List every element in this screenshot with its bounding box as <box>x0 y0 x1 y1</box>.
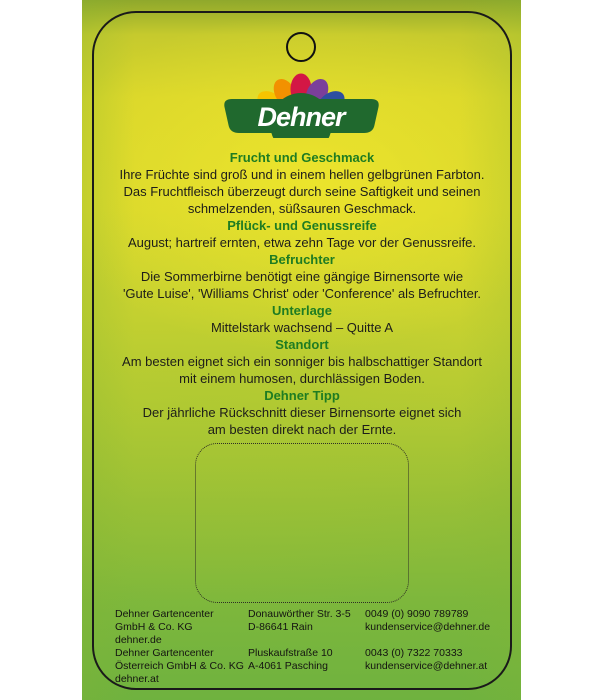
footer-text-line: Österreich GmbH & Co. KG <box>115 659 244 672</box>
section-title: Unterlage <box>272 303 332 318</box>
footer-company-de <box>115 608 248 647</box>
section-pflueck-und-genussreife <box>92 217 512 251</box>
section-title: Befruchter <box>269 252 335 267</box>
footer-website-de: dehner.de <box>115 633 162 646</box>
price-sticker-placeholder <box>195 443 409 603</box>
section-title: Frucht und Geschmack <box>229 150 375 165</box>
footer-contact-at <box>365 647 525 673</box>
footer-text-line: A-4061 Pasching <box>248 659 328 672</box>
footer-website-at: dehner.at <box>115 672 159 685</box>
dehner-logo <box>211 72 391 138</box>
footer-text-line: Pluskaufstraße 10 <box>248 647 333 659</box>
section-text-line: Die Sommerbirne benötigt eine gängige Birnensorte wie <box>140 269 464 284</box>
footer-address-column <box>248 608 365 685</box>
section-frucht-und-geschmack <box>92 149 512 217</box>
section-unterlage <box>92 302 512 336</box>
footer-address-de <box>248 608 365 647</box>
footer-email-at: kundenservice@dehner.at <box>365 659 488 672</box>
footer-contact-column <box>365 608 525 685</box>
section-text-line: schmelzenden, süßsauren Geschmack. <box>187 201 417 216</box>
footer-phone-de: 0049 (0) 9090 789789 <box>365 608 469 620</box>
section-text-line: Am besten eignet sich ein sonniger bis halbschattiger Standort <box>122 354 482 369</box>
label-copy <box>92 149 512 438</box>
footer-email-de: kundenservice@dehner.de <box>365 620 491 633</box>
logo-wordmark: Dehner <box>257 102 345 132</box>
footer-address-at <box>248 647 365 673</box>
section-title: Pflück- und Genussreife <box>227 218 377 233</box>
section-title: Standort <box>275 337 329 352</box>
footer-text-line: Dehner Gartencenter <box>115 608 214 620</box>
section-text-line: Ihre Früchte sind groß und in einem hellen gelbgrünen Farbton. <box>119 167 485 182</box>
section-text-line: 'Gute Luise', 'Williams Christ' oder 'Conference' als Befruchter. <box>122 286 482 301</box>
section-standort <box>92 336 512 387</box>
hang-hole-icon <box>286 32 316 62</box>
section-text-line: Das Fruchtfleisch überzeugt durch seine Saftigkeit und seinen <box>123 184 481 199</box>
section-text-line: Mittelstark wachsend – Quitte A <box>210 320 394 335</box>
footer-phone-at: 0043 (0) 7322 70333 <box>365 647 463 659</box>
section-text-line: August; hartreif ernten, etwa zehn Tage vor der Genussreife. <box>127 235 477 250</box>
footer-company-at <box>115 647 248 685</box>
section-text-line: am besten direkt nach der Ernte. <box>207 422 397 437</box>
plant-label <box>82 0 521 700</box>
section-title: Dehner Tipp <box>264 388 340 403</box>
section-text-line: mit einem humosen, durchlässigen Boden. <box>179 371 425 386</box>
footer-text-line: Donauwörther Str. 3-5 <box>248 608 351 620</box>
footer-text-line: D-86641 Rain <box>248 620 313 633</box>
footer-text-line: Dehner Gartencenter <box>115 647 214 659</box>
section-befruchter <box>92 251 512 302</box>
footer-contact-info <box>115 608 525 685</box>
section-text-line: Der jährliche Rückschnitt dieser Birnensorte eignet sich <box>142 405 462 420</box>
footer-text-line: GmbH & Co. KG <box>115 620 193 633</box>
section-dehner-tipp <box>92 387 512 438</box>
footer-contact-de <box>365 608 525 647</box>
footer-company-column <box>115 608 248 685</box>
